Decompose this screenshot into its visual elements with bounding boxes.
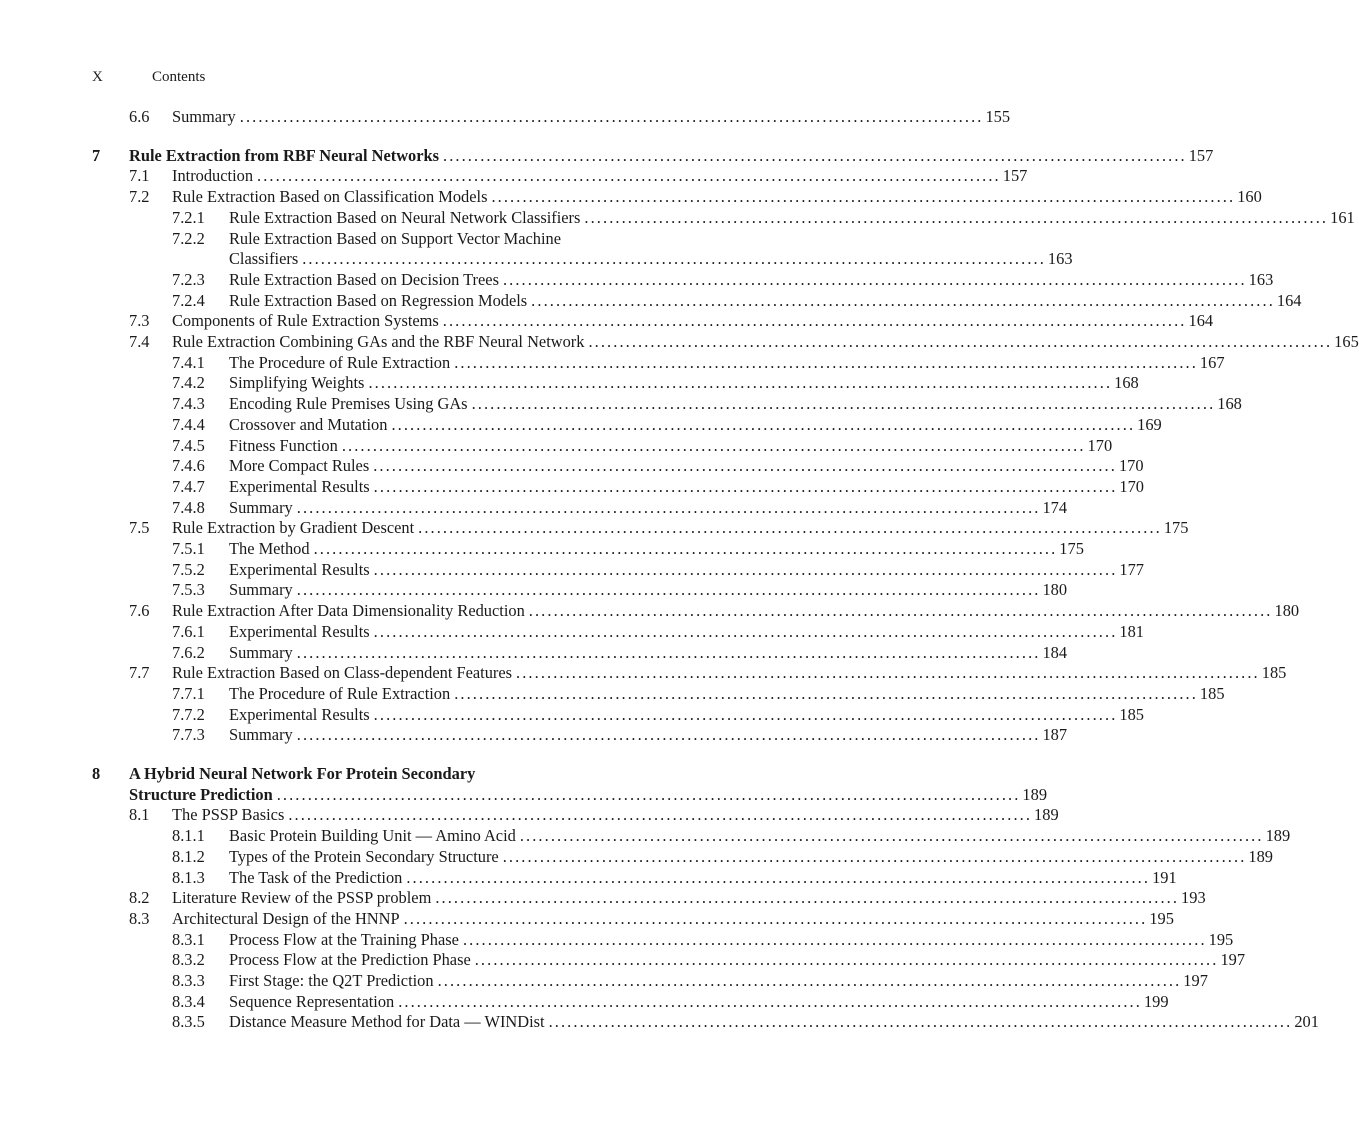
- toc-title: Summary: [229, 642, 297, 664]
- toc-entry: [129, 887, 1206, 909]
- toc-title: Summary: [229, 724, 297, 746]
- toc-number: 7.7.1: [172, 683, 205, 703]
- toc-entry: [172, 825, 1291, 847]
- toc-number: 7.4.5: [172, 435, 205, 455]
- toc-entry: [172, 929, 1234, 951]
- toc-number: 7.2.1: [172, 207, 205, 227]
- toc-page-number: 174: [1042, 497, 1068, 517]
- dot-leader: ........................................................................................................................: [406, 867, 1151, 887]
- toc-entry: [129, 165, 1028, 187]
- toc-title: Distance Measure Method for Data — WINDist: [229, 1011, 549, 1033]
- toc-page-number: 197: [1183, 971, 1208, 990]
- dot-leader: ........................................................................................................................: [257, 166, 1001, 186]
- toc-title: Types of the Protein Secondary Structure: [229, 846, 503, 868]
- dot-leader: ........................................................................................................................: [398, 991, 1142, 1011]
- toc-page-number: 187: [1042, 725, 1068, 745]
- toc-number: 7.5.3: [172, 580, 205, 600]
- toc-page-number: 164: [1188, 311, 1214, 331]
- dot-leader: ........................................................................................................................: [373, 704, 1118, 724]
- toc-number: 6.6: [129, 107, 150, 126]
- dot-leader: ........................................................................................................................: [391, 414, 1136, 434]
- dot-leader: ........................................................................................................................: [368, 373, 1113, 393]
- toc-entry: [172, 435, 1113, 457]
- toc-number: 7.4.1: [172, 352, 205, 372]
- toc-title: Rule Extraction from RBF Neural Networks: [129, 145, 443, 167]
- dot-leader: ........................................................................................................................: [302, 249, 1046, 269]
- toc-title: Summary: [172, 106, 240, 128]
- toc-number: 8.3: [129, 908, 150, 928]
- toc-number: 8.1.3: [172, 867, 205, 887]
- toc-number: 7.7.2: [172, 704, 205, 724]
- toc-page-number: 163: [1047, 249, 1073, 269]
- toc-title: Architectural Design of the HNNP: [172, 908, 404, 930]
- toc-entry: [129, 517, 1189, 539]
- toc-page-number: 181: [1119, 621, 1144, 641]
- dot-leader: ........................................................................................................................: [443, 145, 1187, 165]
- toc-entry: [129, 186, 1262, 208]
- toc-number: 7.4.8: [172, 497, 205, 517]
- toc-page-number: 170: [1118, 456, 1144, 476]
- toc-title: Rule Extraction Based on Classification Models: [172, 186, 491, 208]
- dot-leader: ........................................................................................................................: [462, 929, 1207, 949]
- toc-number: 7.2.4: [172, 290, 205, 310]
- toc-title: Classifiers: [229, 248, 302, 270]
- toc-page-number: 201: [1294, 1012, 1319, 1032]
- toc-number: 7.2.3: [172, 269, 205, 289]
- toc-page-number: 191: [1152, 867, 1177, 887]
- toc-title: Basic Protein Building Unit — Amino Acid: [229, 825, 520, 847]
- toc-page-number: 195: [1208, 929, 1234, 949]
- toc-entry: [172, 867, 1177, 889]
- toc-entry: [172, 538, 1084, 560]
- toc-title: Rule Extraction Based on Decision Trees: [229, 269, 503, 291]
- toc-title: Experimental Results: [229, 621, 374, 643]
- toc-title: The Procedure of Rule Extraction: [229, 683, 454, 705]
- toc-page-number: 185: [1119, 704, 1144, 724]
- toc-number: 8.2: [129, 888, 150, 908]
- toc-page-number: 170: [1087, 435, 1113, 455]
- dot-leader: ........................................................................................................................: [341, 435, 1086, 455]
- dot-leader: ........................................................................................................................: [519, 826, 1264, 846]
- toc-entry: [172, 352, 1225, 374]
- toc-page-number: 169: [1137, 414, 1162, 434]
- toc-number: 7.6.1: [172, 621, 205, 641]
- toc-page-number: 163: [1248, 269, 1274, 289]
- toc-number: 7: [92, 145, 101, 165]
- page-number: X: [92, 69, 103, 85]
- toc-entry: [172, 228, 724, 250]
- toc-entry: [172, 621, 1144, 643]
- dot-leader: ........................................................................................................................: [403, 908, 1148, 928]
- toc-entry: [172, 642, 1068, 664]
- dot-leader: ........................................................................................................................: [474, 950, 1219, 970]
- toc-entry: [172, 248, 1073, 270]
- dot-leader: ........................................................................................................................: [296, 642, 1041, 662]
- toc-entry: [172, 372, 1139, 394]
- dot-leader: ........................................................................................................................: [239, 107, 984, 126]
- toc-title: Components of Rule Extraction Systems: [172, 310, 443, 332]
- toc-number: 8.1: [129, 805, 150, 825]
- toc-number: 7.2.2: [172, 228, 205, 248]
- dot-leader: ........................................................................................................................: [528, 601, 1273, 621]
- dot-leader: ........................................................................................................................: [437, 971, 1182, 990]
- toc-number: 8.3.1: [172, 929, 205, 949]
- toc-page-number: 177: [1119, 559, 1144, 579]
- toc-title: The Method: [229, 538, 314, 560]
- toc-title: The Task of the Prediction: [229, 867, 406, 889]
- toc-title: First Stage: the Q2T Prediction: [229, 970, 438, 992]
- dot-leader: ........................................................................................................................: [373, 559, 1118, 579]
- toc-title: Process Flow at the Training Phase: [229, 929, 463, 951]
- toc-number: 7.7: [129, 663, 150, 683]
- toc-number: 8.3.2: [172, 950, 205, 970]
- toc-page-number: 189: [1265, 826, 1291, 846]
- dot-leader: ........................................................................................................................: [516, 663, 1260, 683]
- toc-title: Summary: [229, 579, 297, 601]
- toc-title: Structure Prediction: [129, 784, 277, 806]
- toc-page-number: 185: [1199, 683, 1225, 703]
- dot-leader: ........................................................................................................................: [288, 805, 1033, 825]
- toc-page-number: 180: [1042, 580, 1068, 600]
- toc-title: Summary: [229, 497, 297, 519]
- toc-number: 8.3.5: [172, 1012, 205, 1032]
- toc-title: Rule Extraction Based on Class-dependent Features: [172, 662, 516, 684]
- toc-number: 7.7.3: [172, 725, 205, 745]
- toc-page-number: 189: [1034, 805, 1059, 825]
- toc-number: 8.1.2: [172, 846, 205, 866]
- running-head-title: Contents: [152, 69, 206, 85]
- toc-entry: [172, 683, 1225, 705]
- toc-number: 7.5: [129, 518, 150, 538]
- toc-title: Process Flow at the Prediction Phase: [229, 949, 475, 971]
- dot-leader: ........................................................................................................................: [491, 187, 1236, 207]
- toc-number: 7.5.1: [172, 539, 205, 558]
- dot-leader: ........................................................................................................................: [454, 683, 1198, 703]
- dot-leader: ........................................................................................................................: [296, 580, 1041, 600]
- toc-number: 7.6: [129, 601, 150, 621]
- toc-title: Introduction: [172, 165, 257, 187]
- toc-entry: [172, 559, 1144, 581]
- toc-title: More Compact Rules: [229, 455, 373, 477]
- toc-entry: [172, 476, 1144, 498]
- dot-leader: ........................................................................................................................: [454, 352, 1198, 372]
- dot-leader: ........................................................................................................................: [418, 518, 1162, 538]
- toc-title: Literature Review of the PSSP problem: [172, 887, 435, 909]
- dot-leader: ........................................................................................................................: [531, 290, 1275, 310]
- toc-number: 7.6.2: [172, 642, 205, 662]
- toc-entry: [172, 269, 1274, 291]
- dot-leader: ........................................................................................................................: [502, 846, 1247, 866]
- toc-title: Rule Extraction by Gradient Descent: [172, 517, 418, 539]
- toc-number: 7.5.2: [172, 559, 205, 579]
- toc-title: Rule Extraction Based on Neural Network Classifiers: [229, 207, 584, 229]
- toc-title: Crossover and Mutation: [229, 414, 391, 436]
- toc-entry: [129, 908, 1174, 930]
- toc-entry: [172, 1011, 1319, 1033]
- toc-number: 8.1.1: [172, 826, 205, 846]
- toc-page-number: 197: [1220, 950, 1246, 970]
- toc-entry: [172, 991, 1169, 1013]
- toc-entry: [172, 579, 1068, 601]
- toc-title: Rule Extraction Based on Support Vector Machine: [229, 228, 565, 250]
- toc-page-number: 199: [1143, 991, 1169, 1011]
- toc-page-number: 175: [1163, 518, 1189, 538]
- toc-entry: [129, 662, 1287, 684]
- toc-page-number: 157: [1188, 145, 1214, 165]
- toc-title: Fitness Function: [229, 435, 342, 457]
- dot-leader: ........................................................................................................................: [373, 621, 1118, 641]
- toc-title: Simplifying Weights: [229, 372, 368, 394]
- toc-number: 7.3: [129, 311, 150, 331]
- toc-number: 8: [92, 764, 101, 783]
- toc-number: 8.3.4: [172, 991, 205, 1011]
- toc-page-number: 193: [1181, 888, 1206, 908]
- toc-page-number: 155: [985, 107, 1011, 126]
- dot-leader: ........................................................................................................................: [313, 539, 1058, 558]
- toc-page-number: 164: [1276, 290, 1302, 310]
- toc-title: Sequence Representation: [229, 991, 398, 1013]
- toc-entry: [129, 804, 1059, 826]
- toc-page-number: 168: [1114, 373, 1139, 393]
- toc-entry: [129, 106, 1011, 128]
- toc-entry: [172, 290, 1302, 312]
- toc-entry: [129, 600, 1300, 622]
- toc-number: 7.2: [129, 187, 150, 207]
- toc-entry: [172, 724, 1068, 746]
- toc-title: Rule Extraction Based on Regression Models: [229, 290, 531, 312]
- toc-page-number: 160: [1237, 187, 1262, 207]
- toc-title: Rule Extraction After Data Dimensionality Reduction: [172, 600, 529, 622]
- toc-entry: [172, 497, 1068, 519]
- toc-number: 7.4.2: [172, 373, 205, 393]
- toc-title: A Hybrid Neural Network For Protein Secondary: [129, 763, 479, 785]
- dot-leader: ........................................................................................................................: [296, 725, 1041, 745]
- dot-leader: ........................................................................................................................: [588, 332, 1333, 351]
- toc-chapter-entry: [92, 763, 724, 785]
- toc-chapter-entry: [92, 145, 1214, 167]
- toc-number: 7.4.3: [172, 394, 205, 414]
- toc-title: Experimental Results: [229, 476, 374, 498]
- toc-entry: [172, 455, 1144, 477]
- toc-title: Encoding Rule Premises Using GAs: [229, 393, 472, 415]
- toc-entry: [172, 949, 1246, 971]
- toc-page-number: 189: [1022, 784, 1048, 804]
- toc-page-number: 175: [1059, 539, 1084, 558]
- toc-page-number: 195: [1149, 908, 1174, 928]
- toc-number: 7.4.7: [172, 476, 205, 496]
- dot-leader: ........................................................................................................................: [471, 394, 1216, 414]
- toc-title: Experimental Results: [229, 559, 374, 581]
- dot-leader: ........................................................................................................................: [435, 888, 1180, 908]
- dot-leader: ........................................................................................................................: [276, 784, 1021, 804]
- toc-page-number: 161: [1330, 207, 1355, 227]
- toc-number: 7.4.4: [172, 414, 205, 434]
- toc-page-number: 184: [1042, 642, 1068, 662]
- dot-leader: ........................................................................................................................: [373, 456, 1117, 476]
- toc-page-number: 167: [1199, 352, 1225, 372]
- toc-number: 8.3.3: [172, 971, 205, 990]
- toc-number: 7.1: [129, 166, 150, 186]
- toc-entry: [172, 414, 1162, 436]
- toc-entry: [172, 970, 1208, 992]
- toc-entry: [172, 393, 1242, 415]
- toc-title: The PSSP Basics: [172, 804, 288, 826]
- toc-number: 7.4.6: [172, 456, 205, 476]
- toc-title: Rule Extraction Combining GAs and the RBF Neural Network: [172, 331, 588, 353]
- dot-leader: ........................................................................................................................: [548, 1012, 1293, 1032]
- toc-page-number: 185: [1261, 663, 1287, 683]
- toc-page-number: 170: [1119, 476, 1144, 496]
- dot-leader: ........................................................................................................................: [442, 311, 1187, 331]
- toc-entry: [172, 704, 1144, 726]
- dot-leader: ........................................................................................................................: [502, 269, 1247, 289]
- dot-leader: ........................................................................................................................: [296, 497, 1041, 517]
- toc-chapter-entry: [92, 784, 1048, 806]
- toc-page-number: 165: [1334, 332, 1359, 351]
- toc-page-number: 180: [1274, 601, 1300, 621]
- toc-entry: [129, 331, 1359, 353]
- toc-title: Experimental Results: [229, 704, 374, 726]
- toc-entry: [129, 310, 1214, 332]
- toc-page-number: 189: [1248, 846, 1273, 866]
- toc-entry: [172, 846, 1273, 868]
- toc-entry: [172, 207, 1355, 229]
- toc-page-number: 157: [1002, 166, 1028, 186]
- toc-title: The Procedure of Rule Extraction: [229, 352, 454, 374]
- dot-leader: ........................................................................................................................: [584, 207, 1329, 227]
- dot-leader: ........................................................................................................................: [373, 476, 1118, 496]
- toc-page-number: 168: [1217, 394, 1242, 414]
- toc-number: 7.4: [129, 332, 150, 351]
